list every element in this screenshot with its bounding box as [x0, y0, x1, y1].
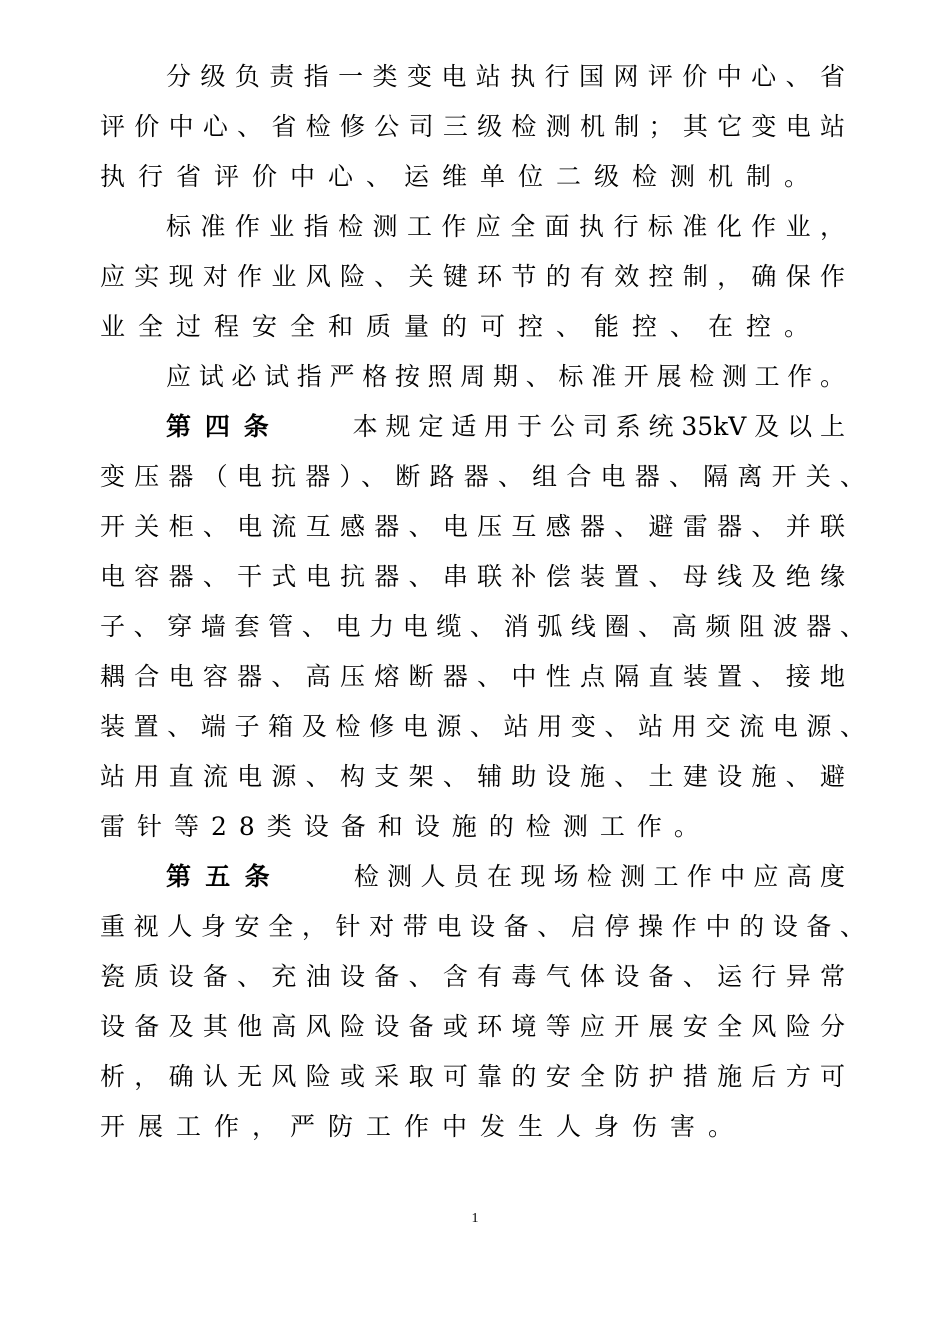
text-line: 析，确认无风险或采取可靠的安全防护措施后方可 [100, 1062, 845, 1091]
text-span: 检测人员在现场检测工作中应高度 [353, 862, 845, 891]
article-heading: 第四条 [166, 412, 283, 441]
text-line: 子、穿墙套管、电力电缆、消弧线圈、高频阻波器、 [100, 612, 865, 641]
article-first-line [166, 862, 845, 892]
page-number: 1 [471, 1211, 479, 1226]
text-line: 耦合电容器、高压熔断器、中性点隔直装置、接地 [100, 662, 845, 691]
text-line: 开展工作，严防工作中发生人身伤害。 [100, 1112, 747, 1141]
text-line: 重视人身安全，针对带电设备、启停操作中的设备、 [100, 912, 865, 941]
text-line: 分级负责指一类变电站执行国网评价中心、省 [166, 62, 845, 91]
text-line: 执行省评价中心、运维单位二级检测机制。 [100, 162, 823, 191]
text-line: 开关柜、电流互感器、电压互感器、避雷器、并联 [100, 512, 845, 541]
text-line: 雷针等28类设备和设施的检测工作。 [100, 812, 711, 841]
text-line: 电容器、干式电抗器、串联补偿装置、母线及绝缘 [100, 562, 845, 591]
article-heading: 第五条 [166, 862, 284, 891]
text-line: 应试必试指严格按照周期、标准开展检测工作。 [166, 362, 845, 391]
text-line: 标准作业指检测工作应全面执行标准化作业， [166, 212, 845, 241]
text-line: 业全过程安全和质量的可控、能控、在控。 [100, 312, 823, 341]
text-line: 设备及其他高风险设备或环境等应开展安全风险分 [100, 1012, 845, 1041]
text-line: 评价中心、省检修公司三级检测机制；其它变电站 [100, 112, 845, 141]
text-line: 应实现对作业风险、关键环节的有效控制，确保作 [100, 262, 845, 291]
article-first-line [166, 412, 845, 442]
text-line: 装置、端子箱及检修电源、站用变、站用交流电源、 [100, 712, 865, 741]
text-line: 站用直流电源、构支架、辅助设施、土建设施、避 [100, 762, 845, 791]
text-line: 变压器（电抗器）、断路器、组合电器、隔离开关、 [100, 462, 865, 491]
text-span: 本规定适用于公司系统35kV及以上 [352, 412, 845, 441]
text-line: 瓷质设备、充油设备、含有毒气体设备、运行异常 [100, 962, 845, 991]
